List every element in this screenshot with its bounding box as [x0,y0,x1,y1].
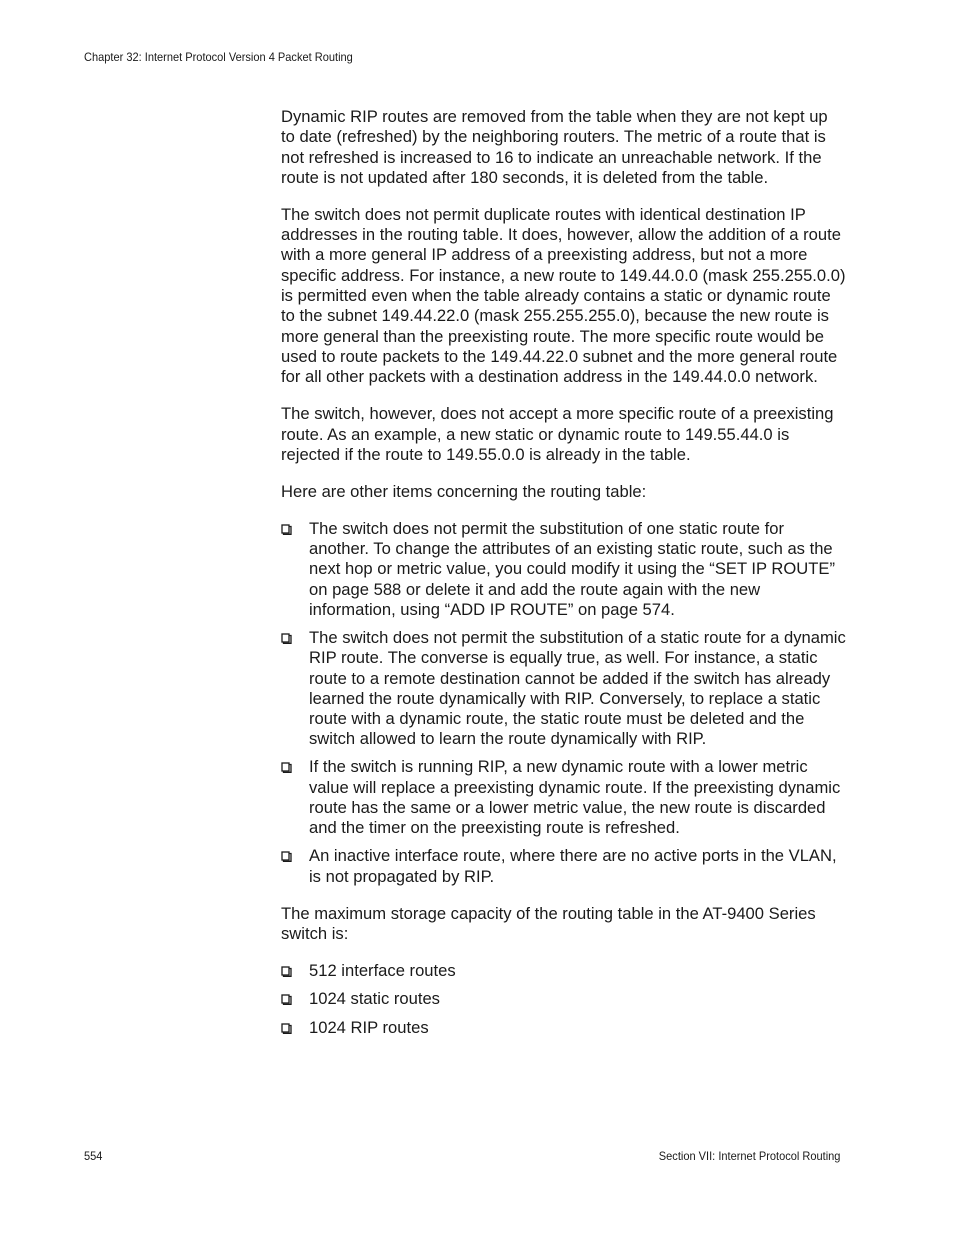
hollow-square-bullet-icon [281,524,292,535]
list-item-text: 1024 RIP routes [309,1017,429,1037]
list-item-text: An inactive interface route, where there are no active ports in the VLAN, is not propagated by RIP. [309,846,837,886]
paragraph-other-items-intro: Here are other items concerning the routing table: [281,481,647,501]
list-item [281,1018,846,1038]
capacity-list [281,961,846,1038]
running-header: Chapter 32: Internet Protocol Version 4 Packet Routing [84,50,353,64]
hollow-square-bullet-icon [281,762,292,773]
list-item-text: The switch does not permit the substitution of one static route for another. To change the attributes of an existing static route, such as the next hop or metric value, you could modify it using the “SET IP ROUTE” on page 588 or delete it and add the route again with the new information, using “ADD IP ROUTE” on page 574. [309,518,836,619]
hollow-square-bullet-icon [281,994,292,1005]
hollow-square-bullet-icon [281,966,292,977]
body-content [281,107,846,1055]
list-item [281,961,846,981]
list-item [281,989,846,1009]
list-item [281,757,846,838]
list-item [281,628,846,750]
list-item [281,519,846,620]
paragraph-duplicate-routes: The switch does not permit duplicate routes with identical destination IP addresses in the routing table. It does, however, allow the addition of a route with a more general IP address of a preexisting address, but not a more specific address. For instance, a new route to 149.44.0.0 (mask 255.255.0.0) is permitted even when the table already contains a static or dynamic route to the subnet 149.44.22.0 (mask 255.255.255.0), because the new route is more general than the preexisting route. The more specific route would be used to route packets to the 149.44.22.0 subnet and the more general route for all other packets with a destination address in the 149.44.0.0 network. [281,204,846,387]
list-item [281,846,846,887]
footer-section-title: Section VII: Internet Protocol Routing [658,1149,840,1163]
list-item-text: 512 interface routes [309,960,456,980]
list-item-text: The switch does not permit the substitution of a static route for a dynamic RIP route. The converse is equally true, as well. For instance, a static route to a remote destination cannot be added if the switch has already learned the route dynamically with RIP. Conversely, to replace a static route with a dynamic route, the static route must be deleted and the switch allowed to learn the route dynamically with RIP. [309,627,846,749]
page-number: 554 [84,1149,103,1163]
list-item-text: If the switch is running RIP, a new dynamic route with a lower metric value will replace a preexisting dynamic route. If the preexisting dynamic route has the same or a lower metric value, the new route is discarded and the timer on the preexisting route is refreshed. [309,757,841,838]
list-item-text: 1024 static routes [309,989,440,1009]
routing-items-list [281,519,846,887]
hollow-square-bullet-icon [281,851,292,862]
hollow-square-bullet-icon [281,633,292,644]
paragraph-specific-route: The switch, however, does not accept a more specific route of a preexisting route. As an example, a new static or dynamic route to 149.55.44.0 is rejected if the route to 149.55.0.0 is already in the table. [281,404,834,464]
paragraph-rip-removal: Dynamic RIP routes are removed from the table when they are not kept up to date (refreshed) by the neighboring routers. The metric of a route that is not refreshed is increased to 16 to indicate an unreachable network. If the route is not updated after 180 seconds, it is deleted from the table. [281,107,828,187]
paragraph-capacity-intro: The maximum storage capacity of the routing table in the AT-9400 Series switch is: [281,903,816,943]
hollow-square-bullet-icon [281,1023,292,1034]
